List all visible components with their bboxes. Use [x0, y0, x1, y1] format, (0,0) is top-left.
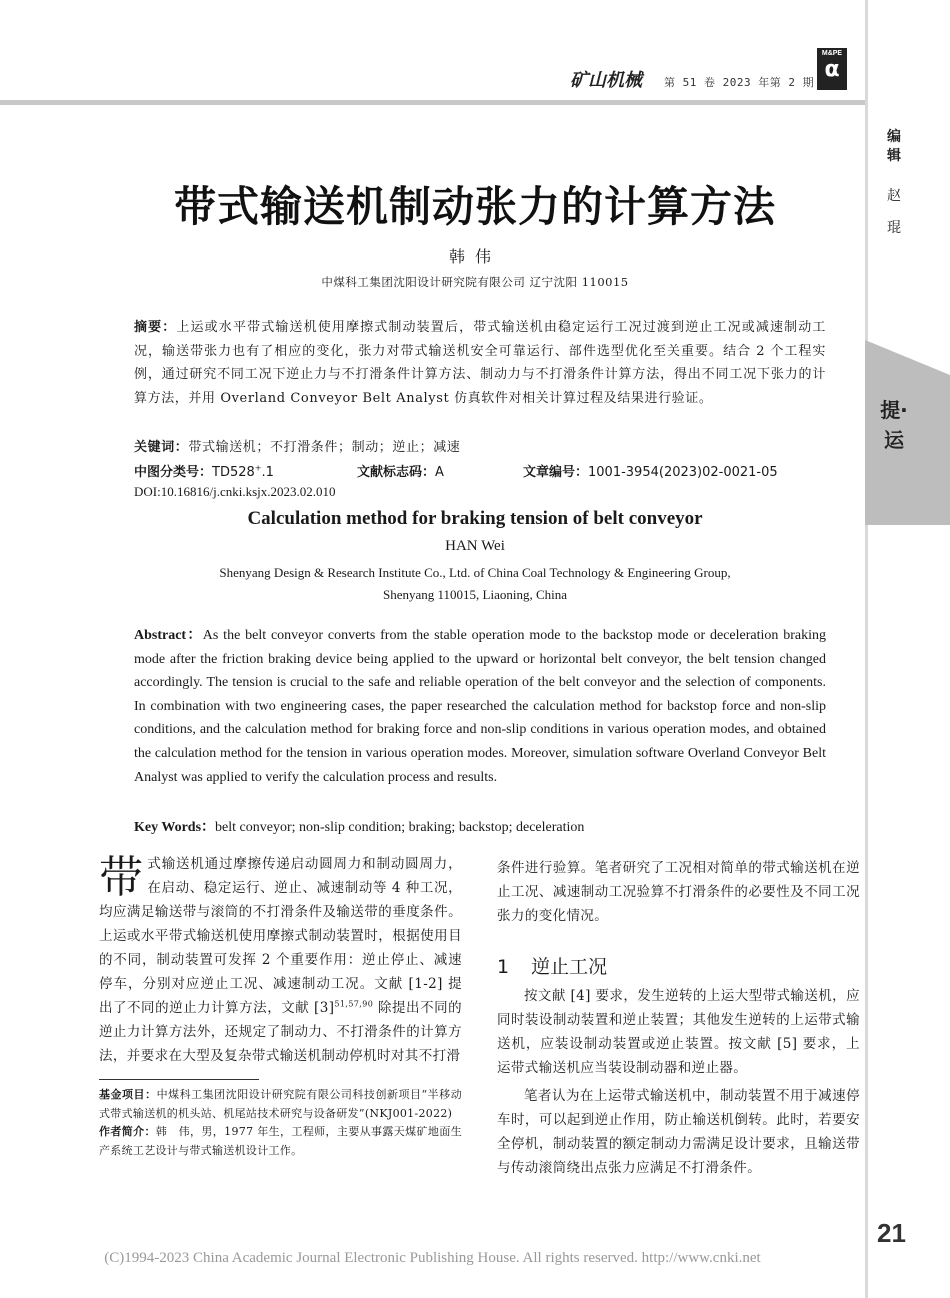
section-heading-1	[497, 952, 607, 979]
section-1-body	[497, 984, 860, 1180]
clc-main: TD528	[212, 465, 255, 480]
editor-name: 赵琨	[887, 188, 901, 236]
footnote-rule	[99, 1079, 259, 1080]
abstract-cn-label: 摘要：	[134, 320, 177, 335]
author-cn: 韩伟	[448, 247, 501, 266]
keywords-en	[134, 816, 584, 836]
abstract-en	[134, 624, 826, 789]
editor-label: 编辑	[887, 129, 901, 164]
header-rule	[0, 100, 865, 105]
doc-code-label: 文献标志码：	[357, 465, 436, 480]
keywords-en-text: belt conveyor; non-slip condition; braking; backstop; deceleration	[215, 820, 585, 835]
body-column-right	[497, 856, 860, 928]
clc-sup: +	[254, 463, 262, 473]
copyright-footer: (C)1994-2023 China Academic Journal Electronic Publishing House. All rights reserved. http://www.cnki.net	[104, 1250, 761, 1266]
journal-logo	[817, 48, 847, 90]
clc-number	[134, 461, 274, 480]
keywords-cn-text: 带式输送机；不打滑条件；制动；逆止；减速	[188, 440, 461, 455]
body-column-left	[99, 852, 462, 1068]
clc-label: 中图分类号：	[134, 465, 213, 480]
page-number: 21	[877, 1218, 906, 1248]
abstract-en-text: As the belt conveyor converts from the stable operation mode to the backstop mode or deceleration braking mode after the friction braking device being applied to the upward or horizontal belt conveyor, the belt tension changed accordingly. The tension is crucial to the safe and reliable operation of the belt conveyor and the selection of components. In combination with two engineering cases, the paper researched the calculation method for backstop force and non-slip conditions, and the calculation method for braking force and non-slip conditions in various operation modes, and obtained the calculation method for the tension in various operation modes. Moreover, simulation software Overland Conveyor Belt Analyst was applied to verify the calculation process and results.	[134, 628, 826, 785]
paragraph-1-continued: 条件进行验算。笔者研究了工况相对简单的带式输送机在逆止工况、减速制动工况验算不打滑条件的必要性及不同工况张力的变化情况。	[497, 860, 860, 924]
dropcap: 带	[99, 852, 144, 903]
section-tab-label: 提·运	[880, 398, 908, 452]
paragraph-1a: 式输送机通过摩擦传递启动圆周力和制动圆周力，在启动、稳定运行、逆止、减速制动等 4 种工况，均应满足输送带与滚筒的不打滑条件及输送带的垂度条件。上运或水平带式输送机使用摩擦式制动装置时，根据使用目的不同，制动装置可发挥 2 个重要作用：逆止停止、减速停车，分别对应逆止工况、减速制动工况。文献 [1-2] 提出了不同的逆止力计算方法，文献 [3]	[99, 856, 462, 1016]
keywords-en-label: Key Words：	[134, 820, 216, 835]
article-number-value: 1001-3954(2023)02-0021-05	[588, 465, 778, 480]
doc-code-value: A	[435, 465, 444, 480]
fund-label: 基金项目：	[99, 1088, 157, 1101]
alpha-icon: α	[824, 57, 840, 82]
article-number	[523, 461, 778, 480]
article-number-label: 文章编号：	[523, 465, 589, 480]
article-title-en: Calculation method for braking tension of belt conveyor	[247, 508, 703, 529]
abstract-cn	[134, 316, 826, 410]
affiliation-en-line1: Shenyang Design & Research Institute Co., Ltd. of China Coal Technology & Engineering Group,	[219, 565, 731, 580]
keywords-cn	[134, 436, 460, 455]
doc-code	[357, 461, 444, 480]
section-number: 1	[497, 956, 510, 978]
journal-name: 矿山机械	[570, 70, 642, 91]
author-note-text: 韩 伟，男，1977 年生，工程师，主要从事露天煤矿地面生产系统工艺设计与带式输送机设计工作。	[99, 1125, 462, 1157]
paragraph-3: 笔者认为在上运带式输送机中，制动装置不用于减速停车时，可以起到逆止作用，防止输送机倒转。此时，若要安全停机，制动装置的额定制动力需满足设计要求，且输送带与传动滚筒绕出点张力应满足不打滑条件。	[497, 1088, 860, 1176]
keywords-cn-label: 关键词：	[134, 440, 189, 455]
affiliation-en	[0, 562, 950, 606]
affiliation-cn: 中煤科工集团沈阳设计研究院有限公司 辽宁沈阳 110015	[321, 275, 629, 289]
clc-tail: .1	[261, 465, 274, 480]
article-title-cn: 带式输送机制动张力的计算方法	[173, 182, 776, 231]
author-note	[99, 1123, 462, 1160]
fund-text: 中煤科工集团沈阳设计研究院有限公司科技创新项目“半移动式带式输送机的机头站、机尾站技术研究与设备研发”(NKJ001-2022)	[99, 1088, 462, 1120]
abstract-cn-text: 上运或水平带式输送机使用摩擦式制动装置后，带式输送机由稳定运行工况过渡到逆止工况或减速制动工况，输送带张力也有了相应的变化，张力对带式输送机安全可靠运行、部件选型优化至关重要。结合 2 个工程实例，通过研究不同工况下逆止力与不打滑条件计算方法、制动力与不打滑条件计算方法，得出不同工况下张力的计算方法，并用 Overland Conveyor Belt Analyst 仿真软件对相关计算过程及结果进行验证。	[134, 320, 826, 406]
citation-sup: 51,57,90	[334, 999, 374, 1009]
issue-info: 第 51 卷 2023 年第 2 期	[664, 76, 815, 89]
author-en: HAN Wei	[445, 538, 505, 554]
paragraph-2: 按文献 [4] 要求，发生逆转的上运大型带式输送机，应同时装设制动装置和逆止装置；其他发生逆转的上运带式输送机，应装设制动装置或逆止装置。按文献 [5] 要求，上运带式输送机应当装设制动器和逆止器。	[497, 988, 860, 1076]
fund-note	[99, 1086, 462, 1123]
abstract-en-label: Abstract：	[134, 628, 203, 643]
doi: DOI:10.16816/j.cnki.ksjx.2023.02.010	[134, 484, 336, 499]
paragraph-1b: 除提出不同的逆止力计算方法外，还规定了制动力、不打滑条件的计算方法，并要求在大型及复杂带式输送机制动停机时对其不打滑	[99, 1000, 463, 1064]
footnotes	[99, 1086, 462, 1160]
section-title: 逆止工况	[531, 956, 608, 978]
logo-text: M&PE	[821, 50, 843, 57]
affiliation-en-line2: Shenyang 110015, Liaoning, China	[382, 587, 568, 602]
author-note-label: 作者简介：	[99, 1125, 156, 1138]
